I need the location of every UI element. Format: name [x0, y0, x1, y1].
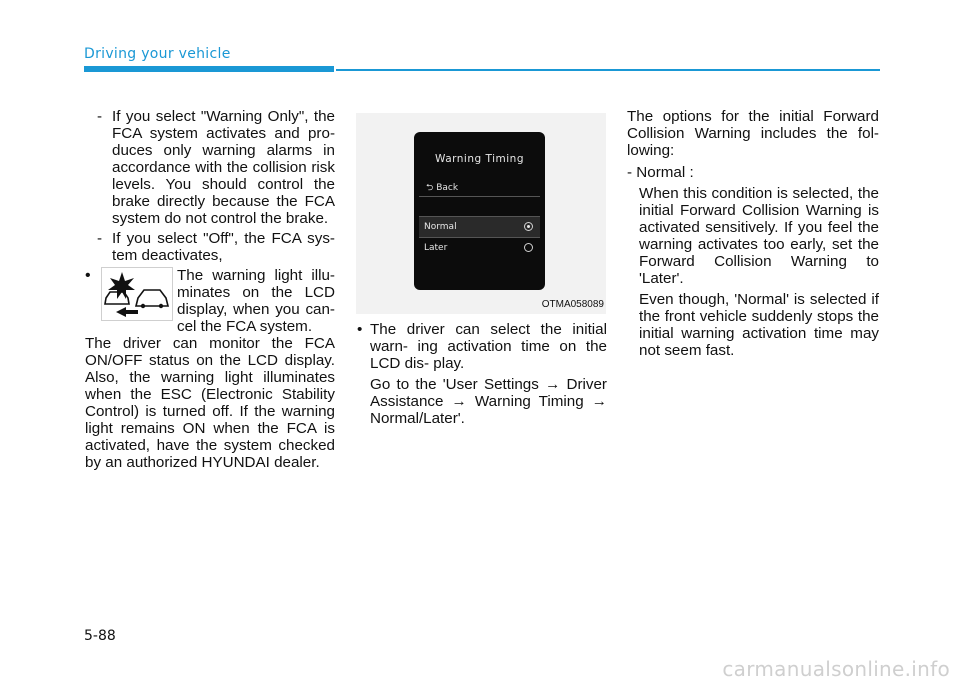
- indicator-row: [85, 267, 335, 335]
- left-column: [85, 108, 335, 471]
- middle-column: [357, 321, 607, 427]
- lcd-display: [414, 132, 545, 290]
- lcd-figure: [356, 113, 606, 314]
- radio-selected-icon: [524, 222, 533, 231]
- dash-item-text: If you select "Off", the FCA sys- tem deactivates,: [112, 230, 335, 264]
- lcd-divider: [419, 216, 540, 217]
- header-rule-light: [336, 69, 880, 71]
- right-column: [627, 108, 879, 359]
- dash-marker: -: [97, 230, 103, 247]
- dash-item-off: [97, 230, 335, 264]
- menu-path-text: Go to the 'User Settings → Driver Assistance → Warning Timing → Normal/Later'.: [370, 376, 607, 427]
- lcd-option-label: Normal: [424, 222, 457, 232]
- option-normal-label: - Normal :: [627, 164, 694, 181]
- header-rule-dark: [84, 66, 334, 72]
- figure-code: OTMA058089: [541, 299, 604, 310]
- fca-warning-light-icon: [101, 267, 173, 321]
- dash-item-warning-only: [97, 108, 335, 227]
- section-title: Driving your vehicle: [84, 46, 231, 62]
- radio-unselected-icon: [524, 243, 533, 252]
- dash-marker: -: [97, 108, 103, 125]
- page-number: 5-88: [84, 628, 116, 644]
- bullet-marker: •: [85, 267, 91, 284]
- lcd-back-item: [426, 180, 458, 196]
- bullet-item-select-timing: [357, 321, 607, 372]
- lcd-title: Warning Timing: [435, 153, 524, 165]
- bullet-text: The driver can select the initial warn- ing activation time on the LCD dis- play.: [370, 321, 607, 372]
- lcd-option-label: Later: [424, 243, 448, 253]
- indicator-text: The warning light illu- minates on the LCD display, when you can- cel the FCA system.: [177, 267, 335, 335]
- lcd-option-normal: [419, 217, 540, 237]
- option-normal-note: Even though, 'Normal' is selected if the front vehicle suddenly stops the initial warning activation time may not seem fast.: [639, 291, 879, 359]
- lcd-back-label: Back: [436, 183, 459, 193]
- dash-item-text: If you select "Warning Only", the FCA system activates and pro- duces only warning alarms in accordance with the collision risk levels. You should control the brake directly because the FCA system do not control the brake.: [112, 108, 335, 227]
- options-intro: The options for the initial Forward Collision Warning includes the fol- lowing:: [627, 108, 879, 159]
- bullet-marker: •: [357, 321, 363, 338]
- option-normal-description: When this condition is selected, the initial Forward Collision Warning is activated sensitively. If you feel the warning activates too early, set the Forward Collision Warning to 'Later'.: [639, 185, 879, 287]
- fca-status-text: The driver can monitor the FCA ON/OFF status on the LCD display. Also, the warning light illuminates when the ESC (Electronic Stability Control) is turned off. If the warning light remains ON when the FCA is activated, have the system checked by an authorized HYUNDAI dealer.: [85, 335, 335, 471]
- lcd-option-later: [419, 238, 540, 258]
- lcd-divider: [419, 196, 540, 197]
- watermark: carmanualsonline.info: [722, 657, 950, 681]
- return-arrow-icon: ⮌: [426, 183, 434, 193]
